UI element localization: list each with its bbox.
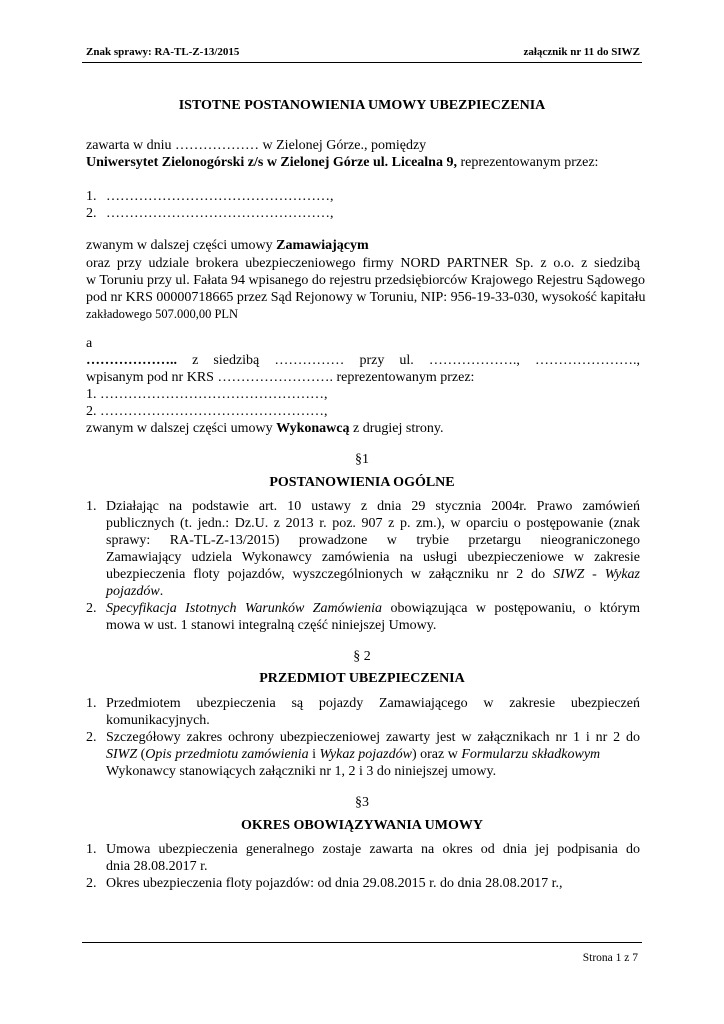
case-number: Znak sprawy: RA-TL-Z-13/2015 <box>86 46 240 58</box>
section2-heading: PRZEDMIOT UBEZPIECZENIA <box>259 671 465 686</box>
attachment-label: załącznik nr 11 do SIWZ <box>523 46 640 58</box>
contractor-address-dots: z siedzibą …………… przy ul. ………………., …………………., <box>177 353 640 368</box>
s1-item1-num: 1. <box>86 499 97 514</box>
s2-item1-line1: Przedmiotem ubezpieczenia są pojazdy Zamawiającego w zakresie ubezpieczeń <box>106 696 640 711</box>
s1-item1-line5 <box>106 567 640 583</box>
university-line <box>86 155 598 171</box>
rep1-dots: …………………………………………, <box>106 189 334 204</box>
document-title: ISTOTNE POSTANOWIENIA UMOWY UBEZPIECZENIA <box>178 98 546 113</box>
formularz-skladkowy: Formularzu składkowym <box>461 747 601 762</box>
s2-item1-num: 1. <box>86 696 97 711</box>
called-prefix: zwanym w dalszej części umowy <box>86 421 277 436</box>
section1-heading: POSTANOWIENIA OGÓLNE <box>269 475 455 490</box>
s1-item1-line1: Działając na podstawie art. 10 ustawy z dnia 29 stycznia 2004r. Prawo zamówień <box>106 499 640 514</box>
section2-symbol: § 2 <box>353 649 371 664</box>
s1-line5-italic: SIWZ - Wykaz <box>553 567 641 582</box>
contractor-line-2: wpisanym pod nr KRS ……………………. reprezentowanym przez: <box>86 370 475 385</box>
broker-line-2: w Toruniu przy ul. Fałata 94 wpisanego do rejestru przedsiębiorców Krajowego Rejestru Sądowego <box>86 273 646 288</box>
page-number: Strona 1 z 7 <box>582 952 638 964</box>
rep2-num: 2. <box>86 206 97 221</box>
called-role: Wykonawcą <box>276 421 350 436</box>
header-rule <box>82 62 642 63</box>
s1-line5-text: ubezpieczenia floty pojazdów, wyszczególnionych w załączniku nr 2 do <box>106 567 554 582</box>
s1-item1-line3: sprawy: RA-TL-Z-13/2015) prowadzone w trybie przetargu nieograniczonego <box>106 533 640 548</box>
called-prefix: zwanym w dalszej części umowy <box>86 238 277 253</box>
broker-line-1: oraz przy udziale brokera ubezpieczeniowego firmy NORD PARTNER Sp. z o.o. z siedzibą <box>86 256 640 271</box>
contractor-line-1 <box>86 353 640 369</box>
rep1-num: 1. <box>86 189 97 204</box>
s1-item1-line4: Zamawiający udziela Wykonawcy zamówienia na usługi ubezpieczeniowe w zakresie <box>106 550 640 565</box>
s3-item2-num: 2. <box>86 876 97 891</box>
s3-item1-line2: dnia 28.08.2017 r. <box>106 859 208 874</box>
s2-item2-num: 2. <box>86 730 97 745</box>
s2-item2-line1: Szczegółowy zakres ochrony ubezpieczeniowej zawarty jest w załącznikach nr 1 i nr 2 do <box>106 730 640 745</box>
and-label: a <box>86 336 93 351</box>
contractor-name-dots: ……………….. <box>86 353 177 368</box>
s3-item2-line1: Okres ubezpieczenia floty pojazdów: od dnia 29.08.2015 r. do dnia 28.08.2017 r., <box>106 876 563 891</box>
siwz-name: Specyfikacja Istotnych Warunków Zamówienia <box>106 601 382 616</box>
s1-item2-rest: obowiązująca w postępowaniu, o którym <box>382 601 640 616</box>
broker-line-3: pod nr KRS 00000718665 przez Sąd Rejonowy w Toruniu, NIP: 956-19-33-030, wysokość kapitału <box>86 290 646 305</box>
represented-text: reprezentowanym przez: <box>456 155 599 170</box>
university-name: Uniwersytet Zielonogórski z/s w Zielonej Górze ul. Licealna 9, <box>86 155 457 170</box>
paren-open: ( <box>137 747 146 762</box>
section3-heading: OKRES OBOWIĄZYWANIA UMOWY <box>241 818 483 833</box>
s1-line6-end: . <box>159 584 164 599</box>
s1-line6-italic: pojazdów <box>106 584 160 599</box>
s2-item2-line3: Wykonawcy stanowiących załączniki nr 1, 2 i 3 do niniejszej umowy. <box>106 764 497 779</box>
s3-item1-num: 1. <box>86 842 97 857</box>
s1-item1-line2: publicznych (t. jedn.: Dz.U. z 2013 r. poz. 907 z p. zm.), w oparciu o postępowanie (znak <box>106 516 640 531</box>
and-word: i <box>308 747 320 762</box>
s1-item2-line1 <box>106 601 640 617</box>
s1-item2-line2: mowa w ust. 1 stanowi integralną część niniejszej Umowy. <box>106 618 437 633</box>
called-suffix: z drugiej strony. <box>349 421 444 436</box>
siwz-abbr: SIWZ <box>106 747 138 762</box>
wykonawca-line <box>86 421 443 437</box>
oraz-w: ) oraz w <box>411 747 462 762</box>
called-role: Zamawiającym <box>276 238 369 253</box>
s2-item1-line2: komunikacyjnych. <box>106 713 210 728</box>
rep2-dots: …………………………………………, <box>106 206 334 221</box>
contractor-rep2: 2. …………………………………………, <box>86 404 328 419</box>
section3-symbol: §3 <box>355 795 369 810</box>
s1-item2-num: 2. <box>86 601 97 616</box>
wykaz-pojazdow: Wykaz pojazdów <box>319 747 412 762</box>
contractor-rep1: 1. …………………………………………, <box>86 387 328 402</box>
broker-line-4: zakładowego 507.000,00 PLN <box>86 307 239 321</box>
s3-item1-line1: Umowa ubezpieczenia generalnego zostaje zawarta na okres od dnia jej podpisania do <box>106 842 640 857</box>
opis-przedmiotu: Opis przedmiotu zamówienia <box>145 747 309 762</box>
s1-item1-line6 <box>106 584 163 600</box>
concluded-line: zawarta w dniu ……………… w Zielonej Górze., pomiędzy <box>86 138 427 153</box>
zamawiajacy-line <box>86 238 369 254</box>
s2-item2-line2 <box>106 747 600 763</box>
section1-symbol: §1 <box>355 452 369 467</box>
footer-rule <box>82 942 642 943</box>
